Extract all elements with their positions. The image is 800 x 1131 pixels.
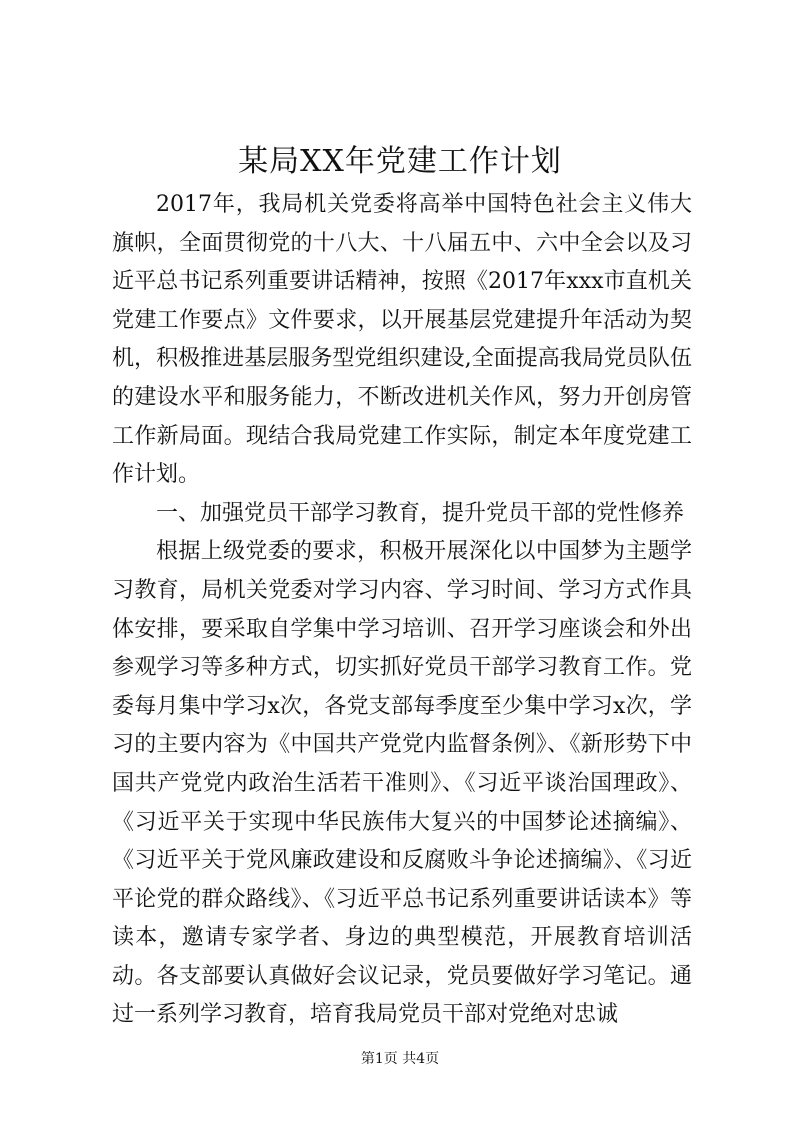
section-paragraph: 根据上级党委的要求，积极开展深化以中国梦为主题学习教育，局机关党委对学习内容、学习时间、学习方式作具体安排，要采取自学集中学习培训、召开学习座谈会和外出参观学习等多种方式，切实抓好党员干部学习教育工作。党委每月集中学习x次，各党支部每季度至少集中学习x次，学习的主要内容为《中国共产党党内监督条例》、《新形势下中国共产党党内政治生活若干准则》、《习近平谈治国理政》、《习近平关于实现中华民族伟大复兴的中国梦论述摘编》、《习近平关于党风廉政建设和反腐败斗争论述摘编》、《习近平论党的群众路线》、《习近平总书记系列重要讲话读本》等读本，邀请专家学者、身边的典型模范，开展教育培训活动。各支部要认真做好会议记录，党员要做好学习笔记。通过一系列学习教育，培育我局党员干部对党绝对忠诚 xyxy=(112,539,692,1028)
document-title: 某局XX年党建工作计划 xyxy=(238,144,562,179)
intro-paragraph: 2017年，我局机关党委将高举中国特色社会主义伟大旗帜，全面贯彻党的十八大、十八届五中、六中全会以及习近平总书记系列重要讲话精神，按照《2017年xxx市直机关党建工作要点》文件要求，以开展基层党建提升年活动为契机，积极推进基层服务型党组织建设,全面提高我局党员队伍的建设水平和服务能力，不断改进机关作风，努力开创房管工作新局面。现结合我局党建工作实际，制定本年度党建工作计划。 xyxy=(112,192,692,488)
page-number: 第1页 共4页 xyxy=(360,1051,440,1067)
section-heading: 一、加强党员干部学习教育，提升党员干部的党性修养 xyxy=(156,500,685,526)
document-body xyxy=(112,186,692,1035)
